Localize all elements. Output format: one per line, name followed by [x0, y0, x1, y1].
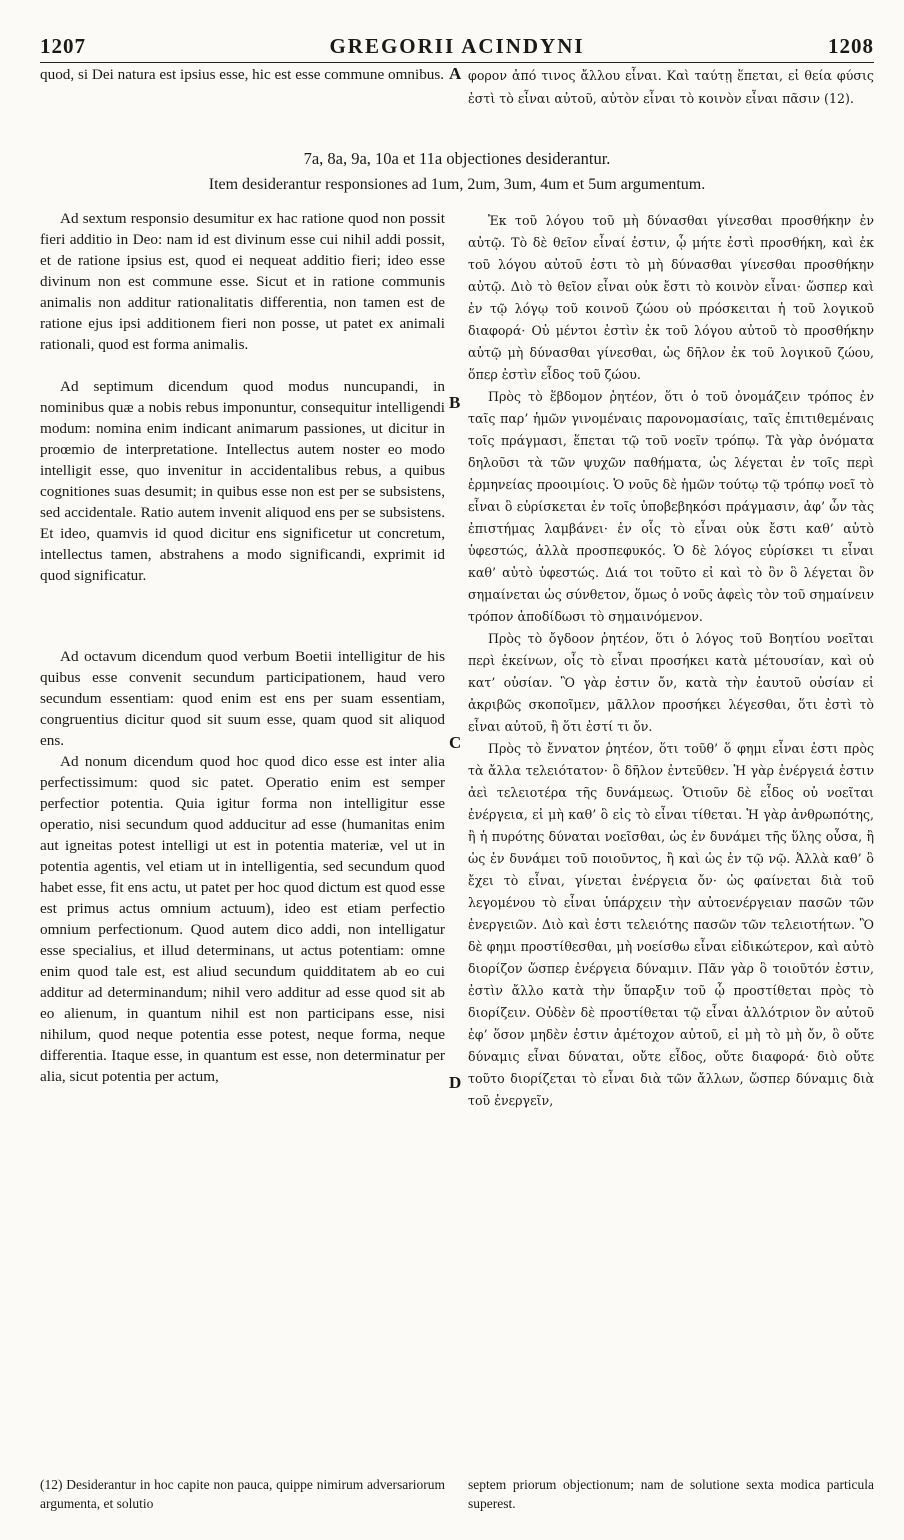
- latin-paragraph: Ad octavum dicendum quod verbum Boetii intelligitur de his quibus esse convenit secundum participationem, haud vero secundum essentiam: quod enim est ens per suam essentiam, congruentius dicitur quod sit suum esse, quam quod sit aliquod ens.: [40, 648, 445, 749]
- running-title: GREGORII ACINDYNI: [329, 34, 585, 58]
- greek-paragraph: Πρὸς τὸ ἔννατον ῥητέον, ὅτι τοῦθ’ ὅ φημι εἶναι ἐστι πρὸς τὰ ἄλλα τελειότατον· ὃ δῆλον ἐντεῦθεν. Ἡ γὰρ ἐνέργειά ἐστιν ἀεὶ τελειοτέρα τῆς δυνάμεως. Ὁτιοῦν δὲ εἶδος οὐ νοεῖται ἐνέργεια, εἰ μὴ καθ’ ὃ εἰς τὸ εἶναι τίθεται. Ἡ γὰρ ἀνθρωπότης, ἢ ἡ πυρότης δύναται νοεῖσθαι, ὡς ἐν δυνάμει τῆς ὕλης οὖσα, ἢ ὡς ἐν δυνάμει τοῦ ποιοῦντος, ἢ καὶ ὡς ἐν τῷ νῷ. Ἀλλὰ καθ’ ὃ ἔχει τὸ εἶναι, γίνεται ἐνέργεια ὄν· ὡς φαίνεται διὰ τοῦ λεγομένου τὸ εἶναι ὑπάρχειν τὴν αὐτοενέργειαν πασῶν τῶν ἐνεργειῶν. Διὸ καὶ ἐστι τελειότης πασῶν τῶν τελειοτήτων. Ὃ δὲ φημι προστίθεσθαι, μὴ νοείσθω εἶναι εἰδικώτερον, καὶ αὐτὸ διορίζον ὥσπερ ἐνέργεια δύναμιν. Πᾶν γὰρ ὃ τοιοῦτόν ἐστιν, ἐστὶν ἄλλο κατὰ τὴν ὕπαρξιν τοῦ ᾧ προστίθεται πρὸς τὸ διορίζειν. Οὐδὲν δὲ προστίθεται τῷ εἶναι ἀλλότριον ὂν αὐτοῦ ἐφ’ ὅσον μηδὲν ἐστιν ἀμέτοχον αὐτοῦ, εἰ μὴ τὸ μὴ ὄν, ὃ οὔτε δύναμις εἶναι δύναται, οὔτε εἶδος, οὔτε διαφορά· διὸ οὔτε τοῦτο διορίζεται τὸ εἶναι διὰ τῶν ἄλλων, ὥσπερ δύναμις διὰ τοῦ ἐνεργεῖν,: [468, 741, 874, 1108]
- footnote-left: (12) Desiderantur in hoc capite non pauca, quippe nimirum adversariorum argumenta, et solutio: [40, 1477, 445, 1511]
- latin-paragraph: quod, si Dei natura est ipsius esse, hic est esse commune omnibus.: [40, 66, 445, 83]
- page-number-right: 1208: [828, 34, 874, 58]
- latin-column: [40, 208, 445, 1087]
- footnote-right: septem priorum objectionum; nam de solutione sexta modica particula superest.: [468, 1477, 874, 1511]
- latin-paragraph: Ad nonum dicendum quod hoc quod dico esse est inter alia perfectissimum: quod sic patet. Operatio enim est semper perfectior potentia. Quia igitur forma non intelligitur esse operatio, nisi secundum quod adducitur ad esse (humanitas enim aut igneitas potest intelligi ut est in potentia materiæ, vel ut in potentia agentis, vel etiam ut in intelligentia, sed secundum quod habet esse, fit ens actu, ut patet per hoc quod dictum est quod esse est primus actus omnium actuum), ideo est etiam perfectio omnium perfectionum. Quod autem dico addi, non intelligatur esse specialius, et illud determinans, ut actus potentiam: omne enim quod tale est, est aliud secundum quidditatem ab eo cui additur ad determinandum; nihil vero additur ad esse quod sit ab eo alienum, in quantum nihil est non participans esse, nisi nihilum, quod neque potentia esse potest, neque forma, neque differentia. Itaque esse, in quantum est esse, non determinatur per alia, sicut potentia per actum,: [40, 753, 445, 1085]
- margin-letter-a: A: [449, 64, 462, 83]
- page-number-left: 1207: [40, 34, 86, 58]
- margin-letter-d: D: [449, 1073, 462, 1092]
- greek-paragraph: Ἐκ τοῦ λόγου τοῦ μὴ δύνασθαι γίνεσθαι προσθήκην ἐν αὐτῷ. Τὸ δὲ θεῖον εἶναί ἐστιν, ᾧ μήτε ἐστὶ προσθήκη, καὶ ἐκ τοῦ λόγου αὐτοῦ ἐστι τὸ μὴ δύνασθαι γίνεσθαι προσθήκην αὐτῷ. Διὸ τὸ θεῖον εἶναι οὐκ ἔστι τὸ κοινὸν εἶναι· ὥσπερ καὶ ἐν τῷ λόγῳ τοῦ κοινοῦ ζώου οὐ πρόσκειται ἡ τοῦ λογικοῦ διαφορά· Οὐ μέντοι ἐστὶν ἐκ τοῦ λόγου αὐτοῦ τὸ προσθήκην αὐτῷ μὴ δύνασθαι γίνεσθαι, ὡς δῆλον ἐκ τοῦ λογικοῦ ζώου, ὅπερ ἐστὶν εἶδος τοῦ ζώου.: [468, 213, 874, 382]
- greek-column: [468, 210, 874, 1112]
- subhead-responsions: Item desiderantur responsiones ad 1um, 2um, 3um, 4um et 5um argumentum.: [208, 176, 706, 193]
- greek-top-continuation: [468, 64, 874, 110]
- greek-paragraph: Πρὸς τὸ ἕβδομον ῥητέον, ὅτι ὁ τοῦ ὀνομάζειν τρόπος ἐν ταῖς παρ’ ἡμῶν γινομέναις παρονομασίαις, ταῖς ἐπιτιθεμέναις τοῖς πράγμασι, ἕπεται τῷ τοῦ νοεῖν τρόπῳ. Τὰ γὰρ ὀνόματα δηλοῦσι τὰ τῶν ψυχῶν παθήματα, ὡς λέγεται ἐν τοῖς περὶ ἑρμηνείας προοιμίοις. Ὁ νοῦς δὲ ἡμῶν τούτῳ τῷ τρόπῳ νοεῖ τὸ εἶναι ὃ εὑρίσκεται ἐν τοῖς ὑποβεβηκόσι πράγμασιν, ἀφ’ ὧν τὰς ἐπιστήμας λαμβάνει· ἐν οἷς τὸ εἶναι οὐκ ἔστι καθ’ αὑτὸ ὑφεστώς, ἀλλὰ προσπεφυκός. Ὁ δὲ λόγος εὑρίσκει τι εἶναι καθ’ αὑτὸ ὑφεστώς. Διά τοι τοῦτο εἰ καὶ τὸ ὂν ὃ λέγεται ὂν σημαίνεται ὡς σύνθετον, ὅμως ὁ νοῦς ἀφεὶς τὸν τοῦ σημαίνειν τρόπον ἀποδίδωσι τὸ σημαινόμενον.: [468, 389, 874, 624]
- latin-top-continuation: [40, 64, 445, 85]
- latin-paragraph: Ad septimum dicendum quod modus nuncupandi, in nominibus quæ a nobis rebus imponuntur, consequitur intelligendi modum: nomina enim indicant animarum passiones, ut dicitur in proœmio de interpretatione. Intellectus autem noster eo modo intelligit esse, quo invenitur in accidentalibus rebus, a quibus cognitiones suas desumit; in quibus esse non est per se subsistens, sed accidentale. Ratio autem invenit aliquod ens per se subsistens. Et ideo, quamvis id quod dicitur ens significetur ut concretum, intellectus tamen, abstrahens a modo significandi, exprimit id quod significatur.: [40, 378, 445, 584]
- subhead-objections: 7a, 8a, 9a, 10a et 11a objectiones desiderantur.: [303, 149, 611, 168]
- greek-paragraph: Πρὸς τὸ ὄγδοον ῥητέον, ὅτι ὁ λόγος τοῦ Βοητίου νοεῖται περὶ ἐκείνων, οἷς τὸ εἶναι προσήκει κατὰ μέτουσίαν, καὶ οὐ κατ’ οὐσίαν. Ὃ γὰρ ἐστιν ὄν, κατὰ τὴν ἑαυτοῦ οὐσίαν εἰ ἀκριβῶς σκοποῖμεν, μᾶλλον προσήκει λέγεσθαι, ὅτι ἐστὶ τὸ εἶναι αὐτοῦ, ἢ ὅτι ἐστί τι ὄν.: [468, 631, 874, 734]
- latin-paragraph: Ad sextum responsio desumitur ex hac ratione quod non possit fieri additio in Deo: nam id est divinum esse cui nihil addi possit, et de ratione ipsius est, quod ei nequeat additio fieri; ideo esse divinum non est commune esse. Sicut et in ratione communis animalis non additur rationalitatis differentia, non tamen est de ratione ejus ipsi additionem fieri non posse, ut patet ex animali rationali, quod est forma animalis.: [40, 210, 445, 353]
- greek-paragraph: φορον ἀπό τινος ἄλλου εἶναι. Καὶ ταύτῃ ἕπεται, εἰ θεία φύσις ἐστὶ τὸ εἶναι αὐτοῦ, αὐτὸν εἶναι τὸ κοινὸν εἶναι πᾶσιν (12).: [468, 68, 874, 106]
- running-header: [40, 32, 874, 63]
- margin-letter-b: B: [449, 393, 461, 412]
- margin-letter-c: C: [449, 733, 462, 752]
